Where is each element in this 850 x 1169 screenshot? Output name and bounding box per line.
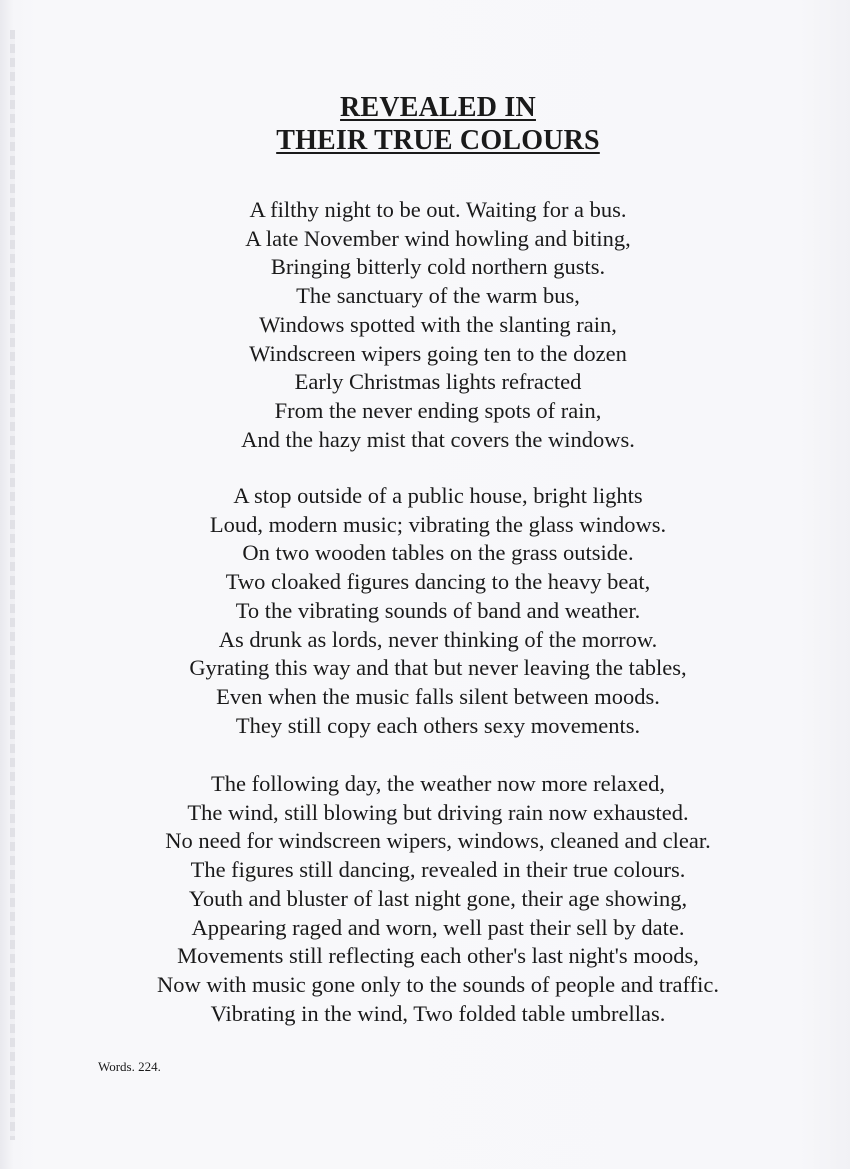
stanza-3: [0, 770, 850, 1028]
poem-line: Bringing bitterly cold northern gusts.: [270, 254, 606, 280]
poem-line: The figures still dancing, revealed in their true colours.: [190, 857, 686, 883]
poem-line: As drunk as lords, never thinking of the morrow.: [218, 626, 658, 652]
poem-line: On two wooden tables on the grass outside.: [242, 540, 634, 566]
poem-line: Youth and bluster of last night gone, their age showing,: [188, 885, 688, 911]
poem-line: A stop outside of a public house, bright lights: [233, 483, 643, 508]
poem-line: Two cloaked figures dancing to the heavy beat,: [225, 569, 651, 595]
poem-line: To the vibrating sounds of band and weather.: [235, 597, 641, 623]
word-count: Words. 224.: [98, 1059, 161, 1074]
poem-title: [0, 91, 850, 157]
poem-line: The following day, the weather now more relaxed,: [211, 771, 665, 796]
poem-line: Now with music gone only to the sounds of people and traffic.: [157, 971, 719, 997]
poem-line: Even when the music falls silent between moods.: [216, 683, 660, 709]
stanza-2: [0, 482, 850, 740]
poem-line: Windows spotted with the slanting rain,: [259, 311, 617, 337]
poem-line: The wind, still blowing but driving rain now exhausted.: [187, 799, 689, 825]
poem-line: Windscreen wipers going ten to the dozen: [249, 340, 627, 366]
title-line-2: THEIR TRUE COLOURS: [276, 125, 600, 156]
title-line-1: REVEALED IN: [340, 92, 536, 123]
poem-line: Gyrating this way and that but never leaving the tables,: [189, 655, 687, 681]
poem-line: From the never ending spots of rain,: [274, 397, 602, 423]
poem-line: The sanctuary of the warm bus,: [296, 283, 580, 309]
poem-line: Loud, modern music; vibrating the glass windows.: [209, 511, 667, 537]
poem-line: A late November wind howling and biting,: [245, 225, 631, 251]
poem-line: And the hazy mist that covers the windows.: [241, 426, 635, 452]
poem-line: Early Christmas lights refracted: [294, 369, 582, 395]
stanza-1: [0, 196, 850, 454]
poem-line: Appearing raged and worn, well past their sell by date.: [191, 914, 685, 940]
poem-line: A filthy night to be out. Waiting for a bus.: [249, 197, 627, 222]
poem-line: They still copy each others sexy movements.: [235, 712, 641, 738]
poem-line: Movements still reflecting each other's last night's moods,: [177, 943, 699, 969]
poem-line: No need for windscreen wipers, windows, cleaned and clear.: [165, 828, 711, 854]
poem-line: Vibrating in the wind, Two folded table umbrellas.: [210, 1000, 666, 1026]
